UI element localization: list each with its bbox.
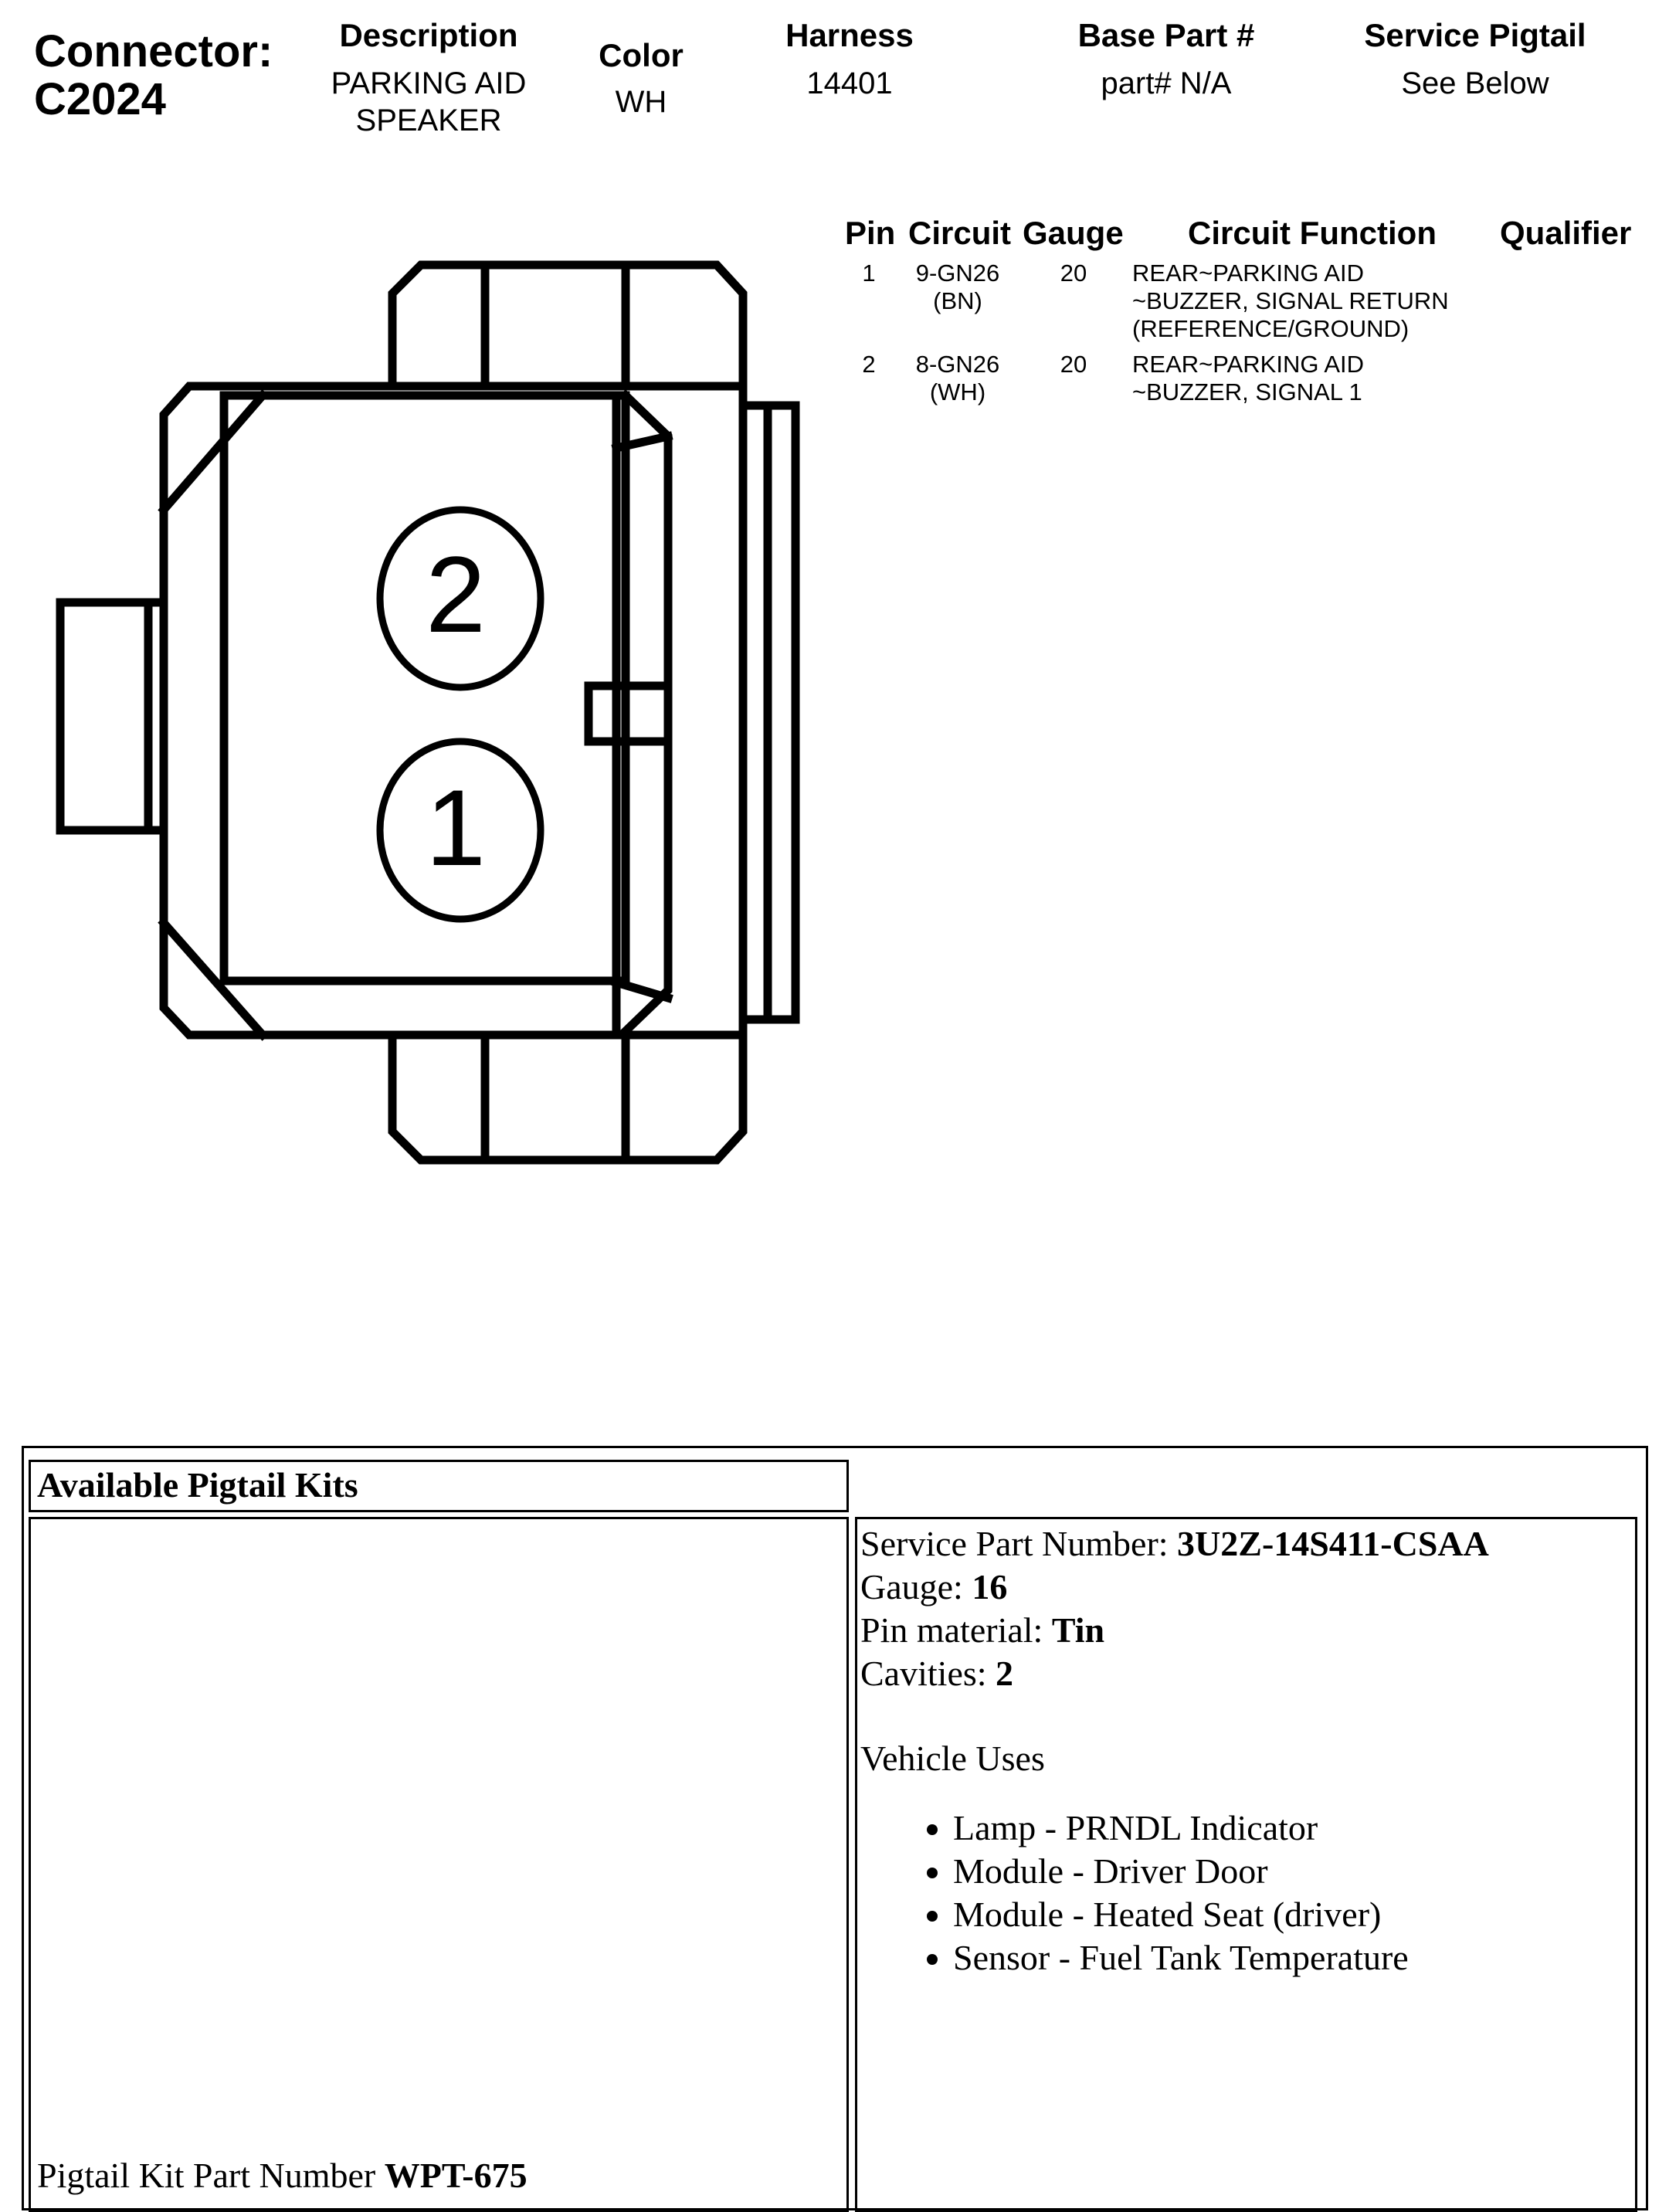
pin-number: 2 xyxy=(862,351,876,378)
circuit-code: 8-GN26 xyxy=(915,351,1000,378)
gauge-label: Gauge: xyxy=(860,1567,972,1606)
gauge-value: 16 xyxy=(972,1567,1008,1606)
connector-face-diagram xyxy=(0,232,850,1205)
kit-part-label: Pigtail Kit Part Number xyxy=(37,2156,385,2195)
service-part-label: Service Part Number: xyxy=(860,1524,1178,1563)
circuit-function-line: (REFERENCE/GROUND) xyxy=(1132,315,1409,342)
vehicle-uses-heading: Vehicle Uses xyxy=(860,1739,1045,1778)
list-item: • Sensor - Fuel Tank Temperature xyxy=(953,1936,1635,1980)
pigtail-image-cell xyxy=(29,1517,849,2212)
description-line1: PARKING AID xyxy=(331,66,527,100)
base-part-label: Base Part # xyxy=(1077,17,1255,53)
pin-material-line xyxy=(860,1609,1635,1652)
list-item: • Module - Driver Door xyxy=(953,1850,1635,1893)
outer-body xyxy=(164,386,743,1035)
cavity-2-number: 2 xyxy=(426,534,486,655)
gauge-header: Gauge xyxy=(1023,215,1124,251)
qualifier-header: Qualifier xyxy=(1500,215,1632,251)
connector-id: C2024 xyxy=(34,74,166,124)
circuit-function-line: ~BUZZER, SIGNAL 1 xyxy=(1132,378,1362,405)
service-pigtail-label: Service Pigtail xyxy=(1364,17,1586,53)
cavity-1-number: 1 xyxy=(426,767,486,888)
top-latch xyxy=(392,265,743,386)
right-rib xyxy=(626,395,668,1031)
bottom-latch xyxy=(392,1035,743,1160)
circuit-function-line: REAR~PARKING AID xyxy=(1132,260,1365,287)
pin-header: Pin xyxy=(845,215,896,251)
circuit-function-line: ~BUZZER, SIGNAL RETURN xyxy=(1132,287,1449,314)
circuit-header: Circuit xyxy=(908,215,1012,251)
vehicle-uses-list xyxy=(860,1807,1635,1980)
cavities-label: Cavities: xyxy=(860,1654,996,1693)
pin-material-label: Pin material: xyxy=(860,1610,1052,1650)
description-line2: SPEAKER xyxy=(355,103,502,137)
harness-label: Harness xyxy=(785,17,914,53)
circuit-color: (WH) xyxy=(929,378,986,405)
base-part-value: part# N/A xyxy=(1101,66,1232,100)
service-part-value: 3U2Z-14S411-CSAA xyxy=(1177,1524,1489,1563)
circuit-function-line: REAR~PARKING AID xyxy=(1132,351,1365,378)
circuit-function-header: Circuit Function xyxy=(1188,215,1437,251)
connector-label: Connector: xyxy=(34,26,273,76)
pigtail-kit-part xyxy=(37,2154,527,2197)
cavities-value: 2 xyxy=(996,1654,1014,1693)
color-value: WH xyxy=(615,85,667,119)
color-label: Color xyxy=(599,37,684,73)
pigtail-title: Available Pigtail Kits xyxy=(37,1465,358,1505)
harness-value: 14401 xyxy=(806,66,893,100)
inner-face xyxy=(224,395,626,981)
circuit-code: 9-GN26 xyxy=(915,260,1000,287)
pigtail-title-cell xyxy=(29,1460,849,1512)
service-pigtail-value: See Below xyxy=(1401,66,1549,100)
service-part-line xyxy=(860,1522,1635,1566)
cavities-line xyxy=(860,1652,1635,1695)
pigtail-details-cell xyxy=(855,1517,1637,2212)
pin-material-value: Tin xyxy=(1051,1610,1105,1650)
list-item: • Module - Heated Seat (driver) xyxy=(953,1893,1635,1936)
pin-number: 1 xyxy=(862,260,876,287)
wire-gauge: 20 xyxy=(1060,351,1087,378)
list-item: • Lamp - PRNDL Indicator xyxy=(953,1807,1635,1850)
gauge-line xyxy=(860,1566,1635,1609)
kit-part-value: WPT-675 xyxy=(384,2156,527,2195)
description-label: Description xyxy=(339,17,518,53)
circuit-color: (BN) xyxy=(933,287,982,314)
wire-gauge: 20 xyxy=(1060,260,1087,287)
